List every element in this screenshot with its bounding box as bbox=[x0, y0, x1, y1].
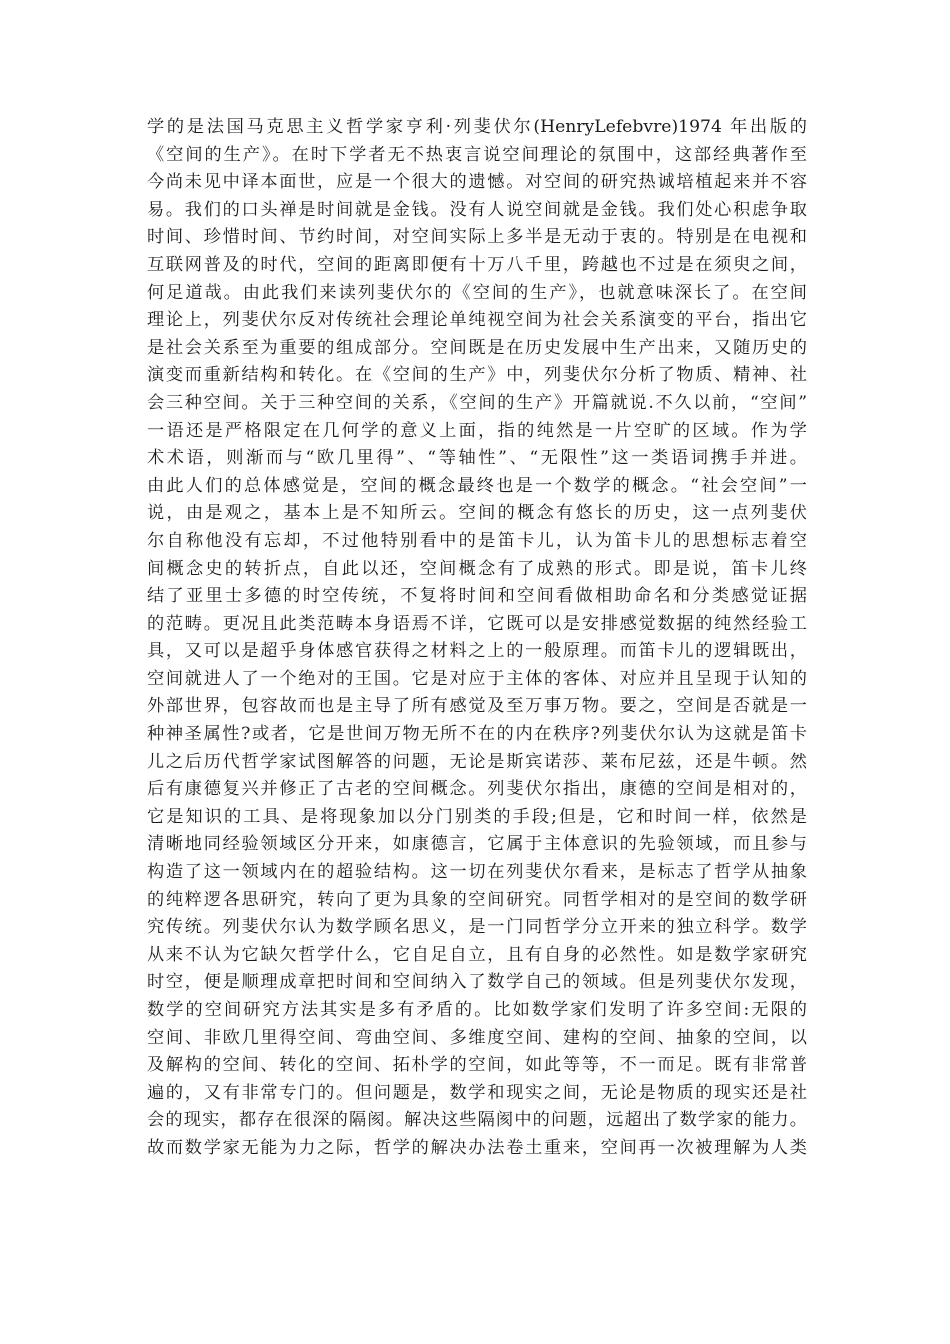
text-line: 种神圣属性?或者，它是世间万物无所不在的内在秩序?列斐伏尔认为这就是笛卡 bbox=[147, 724, 807, 745]
text-line: 说，由是观之，基本上是不知所云。空间的概念有悠长的历史，这一点列斐伏 bbox=[147, 503, 807, 524]
text-line: 清晰地同经验领域区分开来，如康德言，它属于主体意识的先验领域，而且参与 bbox=[147, 834, 807, 855]
text-line: 空间就进人了一个绝对的王国。它是对应于主体的客体、对应并且呈现于认知的 bbox=[147, 668, 807, 689]
text-line: 会的现实，都存在很深的隔阂。解决这些隔阂中的问题，远超出了数学家的能力。 bbox=[147, 1110, 807, 1131]
text-line: 间概念史的转折点，自此以还，空间概念有了成熟的形式。即是说，笛卡儿终 bbox=[147, 558, 807, 579]
text-line: 空间、非欧几里得空间、弯曲空间、多维度空间、建构的空间、抽象的空间，以 bbox=[147, 1027, 807, 1048]
text-line: 外部世界，包容故而也是主导了所有感觉及至万事万物。要之，空间是否就是一 bbox=[147, 696, 807, 717]
text-line: 术术语，则渐而与“欧几里得”、“等轴性”、“无限性”这一类语词携手并进。 bbox=[147, 448, 807, 469]
text-line: 学的是法国马克思主义哲学家亨利·列斐伏尔(HenryLefebvre)1974 年出版的 bbox=[147, 117, 807, 137]
text-line: 数学的空间研究方法其实是多有矛盾的。比如数学家们发明了许多空间:无限的 bbox=[147, 1000, 807, 1020]
text-line: 从来不认为它缺欠哲学什么，它自足自立，且有自身的必然性。如是数学家研究 bbox=[147, 944, 807, 965]
text-line: 遍的，又有非常专门的。但问题是，数学和现实之间，无论是物质的现实还是社 bbox=[147, 1082, 807, 1103]
text-line: 儿之后历代哲学家试图解答的问题，无论是斯宾诺莎、莱布尼兹，还是牛顿。然 bbox=[147, 751, 807, 772]
text-line: 后有康德复兴并修正了古老的空间概念。列斐伏尔指出，康德的空间是相对的， bbox=[147, 779, 807, 800]
text-line: 究传统。列斐伏尔认为数学顾名思义，是一门同哲学分立开来的独立科学。数学 bbox=[147, 917, 807, 938]
text-line: 时空，便是顺理成章把时间和空间纳入了数学自己的领域。但是列斐伏尔发现， bbox=[147, 972, 807, 993]
text-line: 互联网普及的时代，空间的距离即便有十万八千里，跨越也不过是在须臾之间， bbox=[147, 254, 807, 275]
text-line: 今尚未见中译本面世，应是一个很大的遗憾。对空间的研究热诚培植起来并不容 bbox=[147, 172, 807, 193]
text-line: 及解构的空间、转化的空间、拓朴学的空间，如此等等，不一而足。既有非常普 bbox=[147, 1055, 807, 1076]
text-line: 是社会关系至为重要的组成部分。空间既是在历史发展中生产出来，又随历史的 bbox=[147, 337, 807, 358]
body-text bbox=[147, 114, 807, 1163]
text-line: 演变而重新结构和转化。在《空间的生产》中，列斐伏尔分析了物质、精神、社 bbox=[147, 365, 807, 386]
text-line: 何足道哉。由此我们来读列斐伏尔的《空间的生产》，也就意味深长了。在空间 bbox=[147, 282, 807, 303]
text-line: 构造了这一领域内在的超验结构。这一切在列斐伏尔看来，是标志了哲学从抽象 bbox=[147, 862, 807, 883]
text-line: 理论上，列斐伏尔反对传统社会理论单纯视空间为社会关系演变的平台，指出它 bbox=[147, 310, 807, 331]
text-line: 由此人们的总体感觉是，空间的概念最终也是一个数学的概念。“社会空间”一 bbox=[147, 475, 807, 496]
text-line: 尔自称他没有忘却，不过他特别看中的是笛卡儿，认为笛卡儿的思想标志着空 bbox=[147, 530, 807, 551]
text-line: 易。我们的口头禅是时间就是金钱。没有人说空间就是金钱。我们处心积虑争取 bbox=[147, 199, 807, 220]
text-line: 《空间的生产》。在时下学者无不热衷言说空间理论的氛围中，这部经典著作至 bbox=[147, 144, 807, 165]
text-line: 一语还是严格限定在几何学的意义上面，指的纯然是一片空旷的区域。作为学 bbox=[147, 420, 807, 441]
text-line: 结了亚里士多德的时空传统，不复将时间和空间看做相助命名和分类感觉证据 bbox=[147, 586, 807, 607]
text-line: 时间、珍惜时间、节约时间，对空间实际上多半是无动于衷的。特别是在电视和 bbox=[147, 227, 807, 248]
text-line: 它是知识的工具、是将现象加以分门别类的手段;但是，它和时间一样，依然是 bbox=[147, 806, 807, 827]
text-line: 的范畴。更况且此类范畴本身语焉不详，它既可以是安排感觉数据的纯然经验工 bbox=[147, 613, 807, 634]
text-line: 会三种空间。关于三种空间的关系，《空间的生产》开篇就说.不久以前，“空间” bbox=[147, 392, 807, 413]
text-line: 的纯粹逻各思研究，转向了更为具象的空间研究。同哲学相对的是空间的数学研 bbox=[147, 889, 807, 910]
text-line: 故而数学家无能为力之际，哲学的解决办法卷土重来，空间再一次被理解为人类 bbox=[147, 1137, 807, 1158]
text-line: 具，又可以是超乎身体感官获得之材料之上的一般原理。而笛卡儿的逻辑既出， bbox=[147, 641, 807, 662]
